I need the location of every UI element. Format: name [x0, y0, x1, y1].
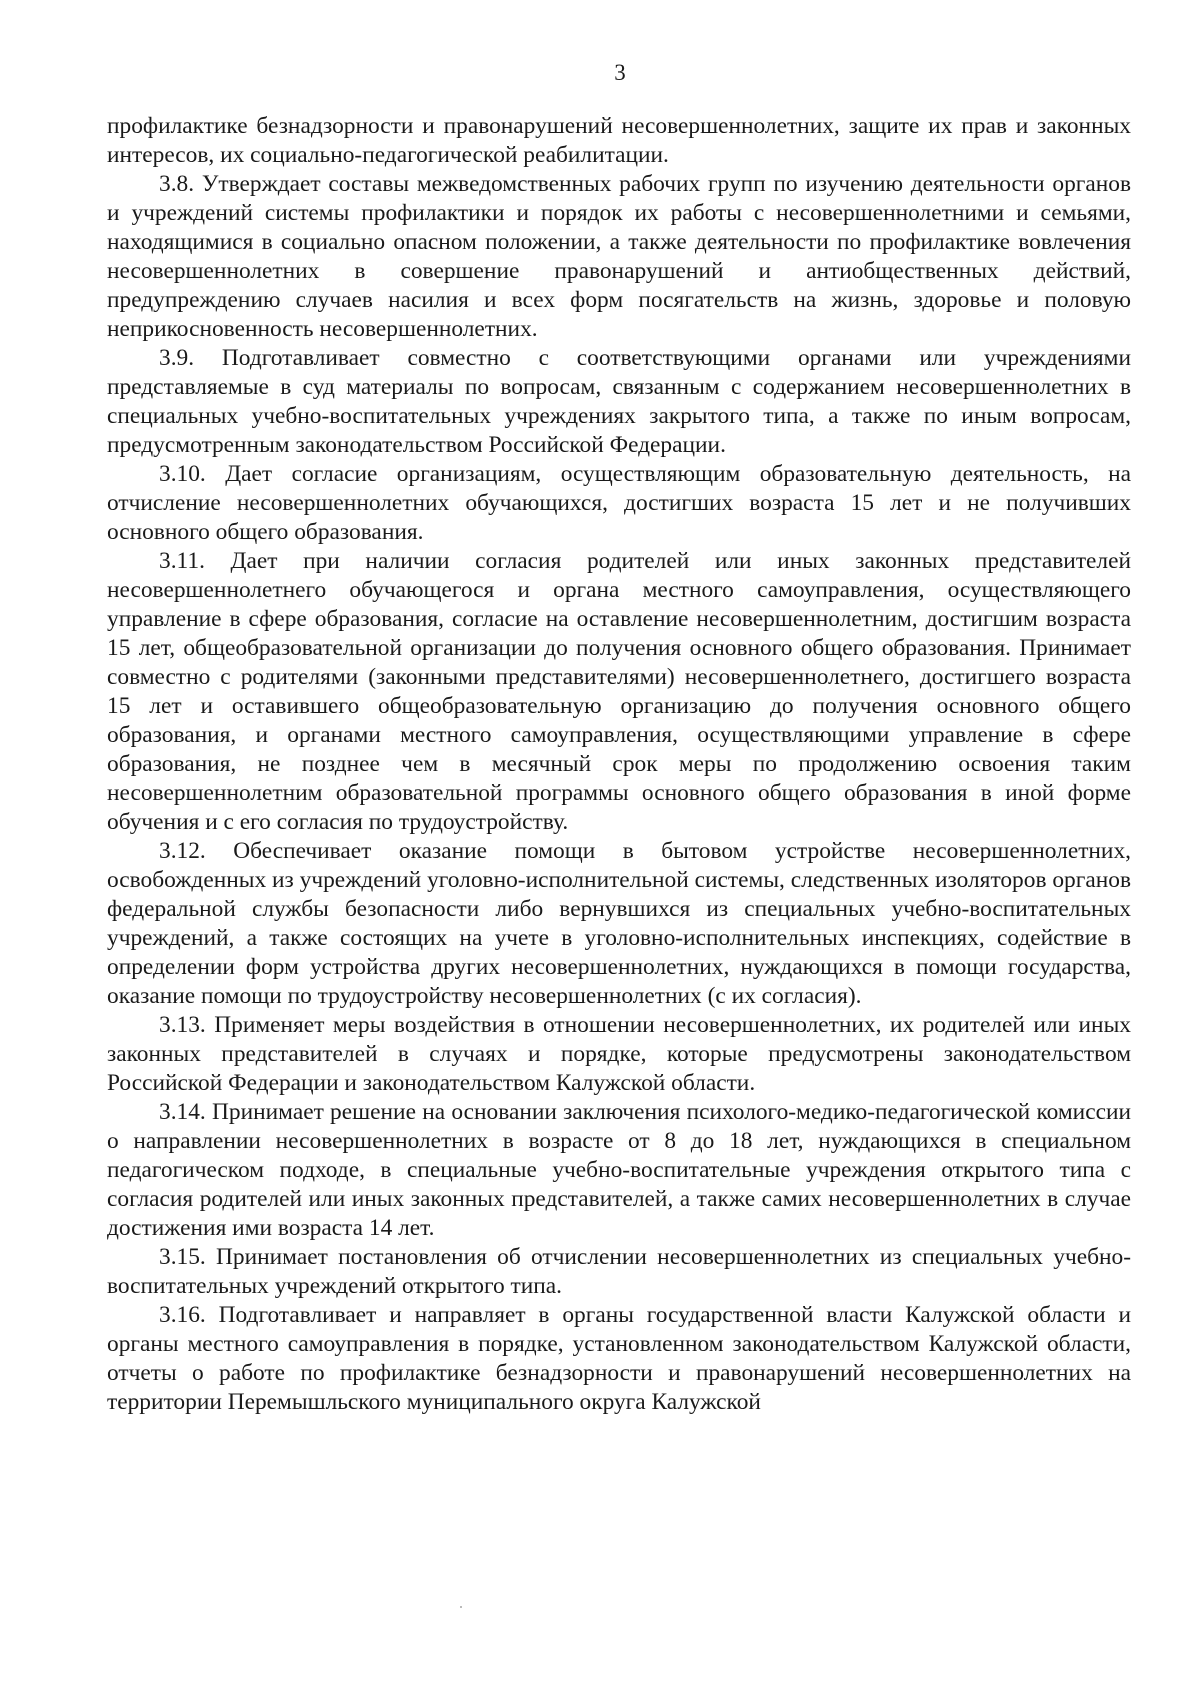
paragraph-3-14: 3.14. Принимает решение на основании заключения психолого-медико-педагогической комиссии о направлении несовершеннолетних в возрасте от 8 до 18 лет, нуждающихся в специальном педагогическом подходе, в специальные учебно-воспитательные учреждения открытого типа с согласия родителей или иных законных представителей, а также самих несовершеннолетних в случае достижения ими возраста 14 лет. — [107, 1099, 1131, 1241]
paragraph-3-9: 3.9. Подготавливает совместно с соответствующими органами или учреждениями представляемые в суд материалы по вопросам, связанным с содержанием несовершеннолетних в специальных учебно-воспитательных учреждениях закрытого типа, а также по иным вопросам, предусмотренным законодательством Российской Федерации. — [107, 345, 1131, 458]
paragraph-3-10: 3.10. Дает согласие организациям, осуществляющим образовательную деятельность, на отчисление несовершеннолетних обучающихся, достигших возраста 15 лет и не получивших основного общего образования. — [107, 461, 1131, 545]
paragraph-3-8: 3.8. Утверждает составы межведомственных рабочих групп по изучению деятельности органов и учреждений системы профилактики и порядок их работы с несовершеннолетними и семьями, находящимися в социально опасном положении, а также деятельности по профилактике вовлечения несовершеннолетних в совершение правонарушений и антиобщественных действий, предупреждению случаев насилия и всех форм посягательств на жизнь, здоровье и половую неприкосновенность несовершеннолетних. — [107, 171, 1131, 342]
paragraph-3-16: 3.16. Подготавливает и направляет в органы государственной власти Калужской области и органы местного самоуправления в порядке, установленном законодательством Калужской области, отчеты о работе по профилактике безнадзорности и правонарушений несовершеннолетних на территории Перемышльского муниципального округа Калужской — [107, 1302, 1131, 1415]
paragraph-3-13: 3.13. Применяет меры воздействия в отношении несовершеннолетних, их родителей или иных законных представителей в случаях и порядке, которые предусмотрены законодательством Российской Федерации и законодательством Калужской области. — [107, 1012, 1131, 1096]
page-number: 3 — [614, 60, 626, 85]
paragraph-3-15: 3.15. Принимает постановления об отчислении несовершеннолетних из специальных учебно-воспитательных учреждений открытого типа. — [107, 1244, 1131, 1299]
paragraph-continuation: профилактике безнадзорности и правонарушений несовершеннолетних, защите их прав и законных интересов, их социально-педагогической реабилитации. — [107, 113, 1131, 168]
paragraph-3-11: 3.11. Дает при наличии согласия родителей или иных законных представителей несовершеннолетнего обучающегося и органа местного самоуправления, осуществляющего управление в сфере образования, согласие на оставление несовершеннолетним, достигшим возраста 15 лет, общеобразовательной организации до получения основного общего образования. Принимает совместно с родителями (законными представителями) несовершеннолетнего, достигшего возраста 15 лет и оставившего общеобразовательную организацию до получения основного общего образования, и органами местного самоуправления, осуществляющими управление в сфере образования, не позднее чем в месячный срок меры по продолжению освоения таким несовершеннолетним образовательной программы основного общего образования в иной форме обучения и с его согласия по трудоустройству. — [107, 548, 1131, 835]
paragraph-3-12: 3.12. Обеспечивает оказание помощи в бытовом устройстве несовершеннолетних, освобожденных из учреждений уголовно-исполнительной системы, следственных изоляторов органов федеральной службы безопасности либо вернувшихся из специальных учебно-воспитательных учреждений, а также состоящих на учете в уголовно-исполнительных инспекциях, содействие в определении форм устройства других несовершеннолетних, нуждающихся в помощи государства, оказание помощи по трудоустройству несовершеннолетних (с их согласия). — [107, 838, 1131, 1009]
scan-speck — [460, 1606, 462, 1608]
document-body — [107, 112, 1131, 1417]
